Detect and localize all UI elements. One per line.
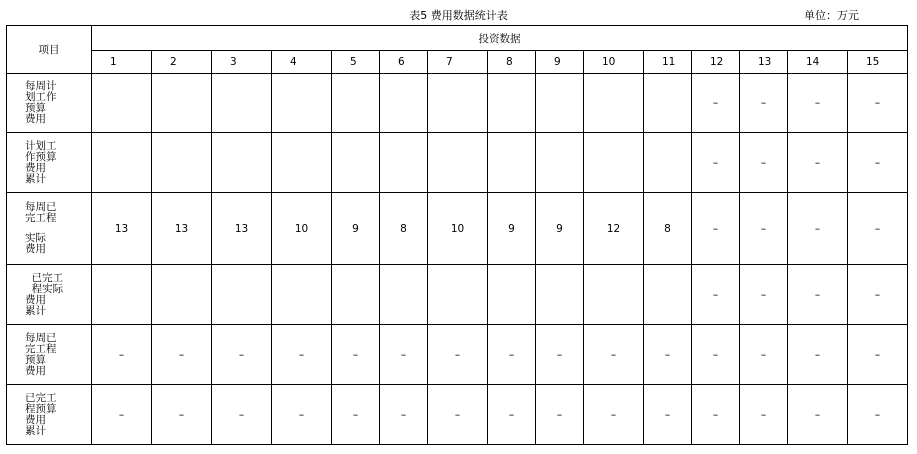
data-cell — [332, 74, 380, 133]
data-cell: – — [692, 74, 740, 133]
data-cell: – — [788, 385, 848, 445]
data-cell: – — [848, 325, 908, 385]
data-cell: – — [788, 265, 848, 325]
period-header-6: 6 — [380, 51, 428, 74]
data-cell — [212, 74, 272, 133]
row-label-line: 每周已 — [25, 201, 57, 213]
row-label-line: 费用 — [25, 243, 46, 255]
data-cell — [536, 133, 584, 193]
data-cell: 10 — [272, 193, 332, 265]
row-label-line: 累计 — [25, 424, 46, 437]
data-cell: – — [848, 385, 908, 445]
row-label — [7, 385, 92, 445]
cost-statistics-table — [6, 25, 908, 445]
data-cell — [152, 265, 212, 325]
period-header-4: 4 — [272, 51, 332, 74]
data-cell — [92, 133, 152, 193]
period-header-9: 9 — [536, 51, 584, 74]
data-cell — [152, 133, 212, 193]
data-cell — [332, 265, 380, 325]
data-cell: 8 — [644, 193, 692, 265]
data-cell: – — [332, 385, 380, 445]
data-cell: – — [380, 385, 428, 445]
data-cell: 13 — [152, 193, 212, 265]
table-row — [7, 265, 908, 325]
data-cell — [332, 133, 380, 193]
data-cell: – — [848, 74, 908, 133]
row-label — [7, 325, 92, 385]
data-cell — [644, 265, 692, 325]
data-cell: – — [848, 193, 908, 265]
row-label-line: 完工程 — [25, 342, 57, 355]
data-cell: – — [788, 193, 848, 265]
data-cell — [380, 133, 428, 193]
data-cell: 10 — [428, 193, 488, 265]
data-cell — [212, 265, 272, 325]
table-row — [7, 74, 908, 133]
table-row — [7, 193, 908, 265]
row-label-line: 预算 — [25, 353, 46, 366]
data-cell — [428, 265, 488, 325]
data-cell — [584, 265, 644, 325]
data-cell — [644, 74, 692, 133]
data-cell: – — [536, 385, 584, 445]
data-cell — [272, 74, 332, 133]
period-header-7: 7 — [428, 51, 488, 74]
unit-label: 单位：万元 — [804, 9, 859, 22]
data-cell: 9 — [536, 193, 584, 265]
data-cell: – — [152, 385, 212, 445]
data-cell: – — [788, 325, 848, 385]
data-cell — [92, 74, 152, 133]
investment-data-header: 投资数据 — [92, 26, 908, 51]
row-label-line: 每周已 — [25, 331, 57, 344]
data-cell: – — [692, 265, 740, 325]
data-cell: 13 — [92, 193, 152, 265]
data-cell: – — [92, 385, 152, 445]
data-cell — [152, 74, 212, 133]
row-label-line: 费用 — [25, 364, 46, 377]
data-cell: – — [644, 325, 692, 385]
row-label-line: 费用 — [25, 293, 46, 306]
data-cell: – — [488, 385, 536, 445]
row-label-line: 已完工 — [25, 271, 64, 284]
data-cell: – — [740, 133, 788, 193]
data-cell: 12 — [584, 193, 644, 265]
period-header-15: 15 — [848, 51, 908, 74]
data-cell — [584, 133, 644, 193]
data-cell — [380, 74, 428, 133]
period-header-12: 12 — [692, 51, 740, 74]
table-row — [7, 385, 908, 445]
row-label-line: 已完工 — [25, 391, 57, 404]
data-cell: – — [692, 385, 740, 445]
data-cell: – — [740, 385, 788, 445]
row-label — [7, 133, 92, 193]
data-cell — [488, 133, 536, 193]
table-row — [7, 325, 908, 385]
row-label-line: 作预算 — [25, 150, 57, 163]
row-label-line: 累计 — [25, 304, 46, 317]
data-cell — [536, 265, 584, 325]
data-cell: – — [92, 325, 152, 385]
data-cell: – — [152, 325, 212, 385]
item-header: 项目 — [7, 26, 92, 74]
row-label-line: 程预算 — [25, 402, 57, 415]
table-title: 表5 费用数据统计表 — [409, 9, 508, 22]
data-cell — [488, 74, 536, 133]
data-cell — [428, 133, 488, 193]
data-cell: – — [212, 385, 272, 445]
data-cell: – — [428, 385, 488, 445]
period-header-2: 2 — [152, 51, 212, 74]
data-cell: – — [692, 325, 740, 385]
data-cell: – — [740, 74, 788, 133]
data-cell: 9 — [488, 193, 536, 265]
period-header-11: 11 — [644, 51, 692, 74]
period-header-14: 14 — [788, 51, 848, 74]
data-cell: 13 — [212, 193, 272, 265]
period-header-8: 8 — [488, 51, 536, 74]
data-cell: – — [212, 325, 272, 385]
row-label-line: 每周计 — [25, 80, 57, 92]
data-cell: – — [488, 325, 536, 385]
data-cell: – — [692, 193, 740, 265]
data-cell: – — [740, 265, 788, 325]
table-row — [7, 133, 908, 193]
data-cell: – — [584, 385, 644, 445]
row-label-line: 费用 — [25, 413, 46, 426]
data-cell — [212, 133, 272, 193]
period-header-10: 10 — [584, 51, 644, 74]
row-label — [7, 74, 92, 133]
period-header-13: 13 — [740, 51, 788, 74]
data-cell — [536, 74, 584, 133]
data-cell — [644, 133, 692, 193]
data-cell: – — [848, 265, 908, 325]
row-label-line: 费用 — [25, 113, 46, 125]
data-cell: – — [692, 133, 740, 193]
row-label-line: 预算 — [25, 102, 46, 114]
data-cell — [380, 265, 428, 325]
header-row-group — [7, 26, 908, 51]
header-row-periods — [7, 51, 908, 74]
data-cell: – — [740, 325, 788, 385]
data-cell: – — [536, 325, 584, 385]
data-cell — [488, 265, 536, 325]
row-label-line: 划工作 — [25, 91, 57, 103]
row-label — [7, 265, 92, 325]
row-label — [7, 193, 92, 265]
period-header-1: 1 — [92, 51, 152, 74]
row-label-line: 实际 — [25, 232, 46, 244]
data-cell: – — [380, 325, 428, 385]
period-header-5: 5 — [332, 51, 380, 74]
data-cell — [272, 133, 332, 193]
data-cell: – — [584, 325, 644, 385]
row-label-line: 完工程 — [25, 212, 57, 224]
data-cell: 8 — [380, 193, 428, 265]
row-label-line: 计划工 — [25, 139, 57, 152]
row-label-line: 累计 — [25, 172, 46, 185]
data-cell: – — [428, 325, 488, 385]
data-cell: – — [272, 385, 332, 445]
data-cell — [428, 74, 488, 133]
data-cell: – — [848, 133, 908, 193]
data-cell: 9 — [332, 193, 380, 265]
data-cell: – — [740, 193, 788, 265]
data-cell: – — [644, 385, 692, 445]
data-cell — [272, 265, 332, 325]
data-cell: – — [332, 325, 380, 385]
data-cell — [584, 74, 644, 133]
data-cell — [92, 265, 152, 325]
row-label-line: 费用 — [25, 161, 46, 174]
data-cell: – — [788, 133, 848, 193]
data-cell: – — [788, 74, 848, 133]
period-header-3: 3 — [212, 51, 272, 74]
row-label-line: 程实际 — [25, 282, 64, 295]
data-cell: – — [272, 325, 332, 385]
